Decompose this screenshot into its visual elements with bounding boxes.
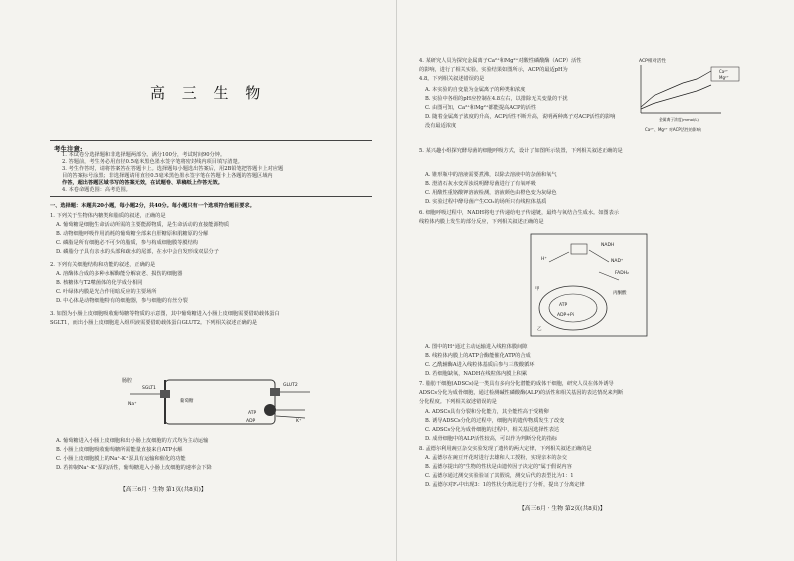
question-line: D. 随着金属离子浓度的升高，ACP活性不断升高，说明两种离子对ACP活性的影响 <box>425 114 616 120</box>
notice-heading: 考生注意: <box>54 145 83 153</box>
notice-line: 作答，超出答题区域书写的答案无效，在试题卷、草稿纸上作答无效。 <box>62 180 223 186</box>
answer-line: D. 若细胞缺氧，NADH在线粒体内膜上积累 <box>425 371 528 377</box>
question-line: B. 动物细胞呼吸作用消耗的葡萄糖全部来自肝糖原和肌糖原的分解 <box>56 231 209 237</box>
fig-label: SGLT1 <box>142 386 156 391</box>
na-k-pump <box>264 404 276 416</box>
question-line: 的影响，进行了相关实验，实验结果如图所示，ACP的最适pH为 <box>419 67 568 73</box>
mito-label: FADH₂ <box>615 271 629 276</box>
glut2-carrier <box>270 388 280 396</box>
complex-box <box>571 244 587 254</box>
question-line: 4. 某研究人员为探究金属离子Ca²⁺和Mg²⁺对酸性磷酸酶（ACP）活性 <box>419 58 582 64</box>
question-line: D. 实验过程中酵母菌产生CO₂的场所只有线粒体基质 <box>425 199 547 205</box>
mito-label: H⁺ <box>541 257 547 262</box>
answer-line: C. 小肠上皮细胞膜上的Na⁺-K⁺泵具有运输和催化的功能 <box>56 456 186 462</box>
page-footer: 【高三6月 · 生物 第2页(共8页)】 <box>519 506 606 512</box>
mito-label: 乙 <box>537 327 542 332</box>
answer-line: A. 图中的H⁺通过主动运输进入线粒体膜间隙 <box>425 344 528 350</box>
answer-line: 8. 孟德尔利用豌豆杂交实验发现了遗传的两大定律，下列相关叙述正确的是 <box>419 446 592 452</box>
question-line: D. 磷脂分子具有亲水的头部和疏水的尾部，在水中会自发形成双层分子 <box>56 249 219 255</box>
mito-label: 甲 <box>535 287 540 292</box>
x-axis-label: 金属离子浓度(mmol/L) <box>659 117 699 122</box>
mito-label: ATP <box>559 303 568 308</box>
question-line: B. 核糖体与T2噬菌体的化学成分相同 <box>56 280 143 286</box>
mito-label: ADP+Pi <box>557 313 574 318</box>
question-line: 4.8。下列相关叙述错误的是 <box>419 76 485 82</box>
question-line: C. 由图可知，Ca²⁺和Mg²⁺都能提高ACP的活性 <box>425 105 537 111</box>
mg-series-line <box>641 85 711 109</box>
graph-caption: Ca²⁺、Mg²⁺ 对ACP活性的影响 <box>645 127 701 132</box>
fig-label: ADP <box>246 419 256 424</box>
question-line: 2. 下列有关细胞结构和功能的叙述，正确的是 <box>50 262 156 268</box>
answer-line: 分化程度。下列相关叙述错误的是 <box>419 399 497 405</box>
question-line: SGLT1，而出小肠上皮细胞进入组织液需要借助载体蛋白GLUT2。下列相关叙述正确的是 <box>50 320 258 326</box>
question-line: 1. 下列关于生物体内糖类和脂质的叙述，正确的是 <box>50 213 166 219</box>
mitochondria-diagram <box>529 232 649 338</box>
intestinal-cell-diagram <box>120 372 320 432</box>
question-line: C. 用酸性重铬酸钾溶液检测，溶液颜色由橙色变为灰绿色 <box>425 190 557 196</box>
notice-line: 1. 本试卷分选择题和非选择题两部分。满分100分，考试时间90分钟。 <box>62 152 226 158</box>
answer-line: B. 线粒体内膜上的ATP合酶能催化ATP的合成 <box>425 353 531 359</box>
answer-line: A. 孟德尔在豌豆开花时进行去雄和人工授粉，实现亲本的杂交 <box>425 455 567 461</box>
answer-line: B. 孟德尔提出的"生物的性状是由遗传因子决定的"属于假说内容 <box>425 464 572 470</box>
legend-mg: Mg²⁺ <box>719 75 729 80</box>
question-line: B. 澄清石灰水变浑浊说明酵母菌进行了有氧呼吸 <box>425 181 536 187</box>
notice-line: 4. 本卷命题范围：高考范围。 <box>62 187 131 193</box>
graph-title: ACP相对活性 <box>639 59 666 64</box>
answer-line: D. 若抑制Na⁺-K⁺泵的活性，葡萄糖进入小肠上皮细胞的速率会下降 <box>56 465 212 471</box>
fig-label: Na⁺ <box>128 402 137 407</box>
answer-line: B. 小肠上皮细胞吸收葡萄糖所需能量直接来自ATP水解 <box>56 447 183 453</box>
answer-line: D. 成骨细胞中的ALP活性较高，可以作为判断分化的指标 <box>425 436 558 442</box>
page-2 <box>397 0 794 561</box>
fig-label: 葡萄糖 <box>180 399 194 404</box>
acp-activity-graph <box>629 55 749 137</box>
notice-line: 2. 答题前，考生务必用直径0.5毫米黑色墨水签字笔将密封线内项目填写清楚。 <box>62 159 243 165</box>
question-line: D. 中心体是动物细胞特有的细胞器，参与细胞的有丝分裂 <box>56 298 188 304</box>
answer-line: C. ADSCs分化为成骨细胞的过程中，相关基因选择性表达 <box>425 427 560 433</box>
sglt1-carrier <box>160 390 170 398</box>
diagram-frame <box>531 234 647 336</box>
question-line: A. 本实验的自变量为金属离子的种类和浓度 <box>425 87 526 93</box>
question-line: 线粒体内膜上发生的部分反应，下列相关叙述正确的是 <box>419 219 544 225</box>
question-line: 没有最适浓度 <box>425 123 457 129</box>
section-heading: 一、选择题：本题共20小题，每小题2分，共40分。每小题只有一个选项符合题目要求。 <box>50 203 255 209</box>
question-line: 5. 某兴趣小组探究酵母菌的细胞呼吸方式，设计了如图所示装置，下列相关叙述正确的是 <box>419 148 623 154</box>
question-line: 6. 细胞呼吸过程中，NADH将电子传递给电子传递链，最终与氧结合生成水。如图表示 <box>419 210 619 216</box>
answer-line: D. 孟德尔对F₂中出现3：1的性状分离比进行了分析，提出了分离定律 <box>425 482 585 488</box>
answer-line: A. 葡萄糖进入小肠上皮细胞和出小肠上皮细胞的方式均为主动运输 <box>56 438 209 444</box>
question-line: C. 叶绿体内膜是光合作用暗反应的主要场所 <box>56 289 157 295</box>
fig-label: ATP <box>248 411 257 416</box>
notice-line: 3. 考生作答时，请将答案答在答题卡上。选择题每小题选出答案后，用2B铅笔把答题卡上对应题 <box>62 166 284 172</box>
question-line: B. 实验中各组的pH应控制在4.8左右，以排除无关变量的干扰 <box>425 96 568 102</box>
page-title: 高 三 生 物 <box>150 84 267 102</box>
answer-line: C. 孟德尔通过测交实验验证了其假说，测交后代的表型比为1：1 <box>425 473 574 479</box>
mito-label: NADH <box>601 243 615 248</box>
question-line: 3. 如图为小肠上皮细胞吸收葡萄糖等物质的示意图，其中葡萄糖进入小肠上皮细胞需要借助载体蛋白 <box>50 311 280 317</box>
question-line: C. 磷脂是所有细胞必不可少的脂质，参与构成细胞膜等膜结构 <box>56 240 198 246</box>
answer-line: C. 乙酰辅酶A进入线粒体基质后参与三羧酸循环 <box>425 362 535 368</box>
answer-line: 7. 脂肪干细胞(ADSCs)是一类具有多向分化潜能的成体干细胞，研究人员在体外诱导 <box>419 381 614 387</box>
legend-ca: Ca²⁺ <box>719 69 728 74</box>
answer-line: ADSCs分化为成骨细胞，通过检测碱性磷酸酶(ALP)的活性和相关基因的表达情况来判断 <box>419 390 624 396</box>
question-line: A. 葡萄糖是细胞生命活动所需的主要能源物质，是生命活动的直接能源物质 <box>56 222 230 228</box>
fig-label: K⁺ <box>296 419 302 424</box>
page-footer: 【高三6月 · 生物 第1页(共8页)】 <box>120 487 207 493</box>
question-line: A. 锥形瓶中的溶液需要煮沸，以除去溶液中的杂菌和氧气 <box>425 172 557 178</box>
answer-line: B. 诱导ADSCs分化的过程中，细胞内的遗传物质发生了改变 <box>425 418 565 424</box>
ca-series-line <box>641 71 711 107</box>
fig-label: 肠腔 <box>122 378 133 384</box>
fig-label: GLUT2 <box>283 383 298 388</box>
mito-label: 丙酮酸 <box>613 291 627 296</box>
question-line: A. 溶酶体合成的多种水解酶能分解衰老、损伤的细胞器 <box>56 271 183 277</box>
mito-label: NAD⁺ <box>611 259 624 264</box>
answer-line: A. ADSCs具有分裂和分化能力，其全能性高于受精卵 <box>425 409 549 415</box>
notice-line: 目的答案标号涂黑；非选择题请用直径0.5毫米黑色墨水签字笔在答题卡上各题的答题区域内 <box>62 173 273 179</box>
